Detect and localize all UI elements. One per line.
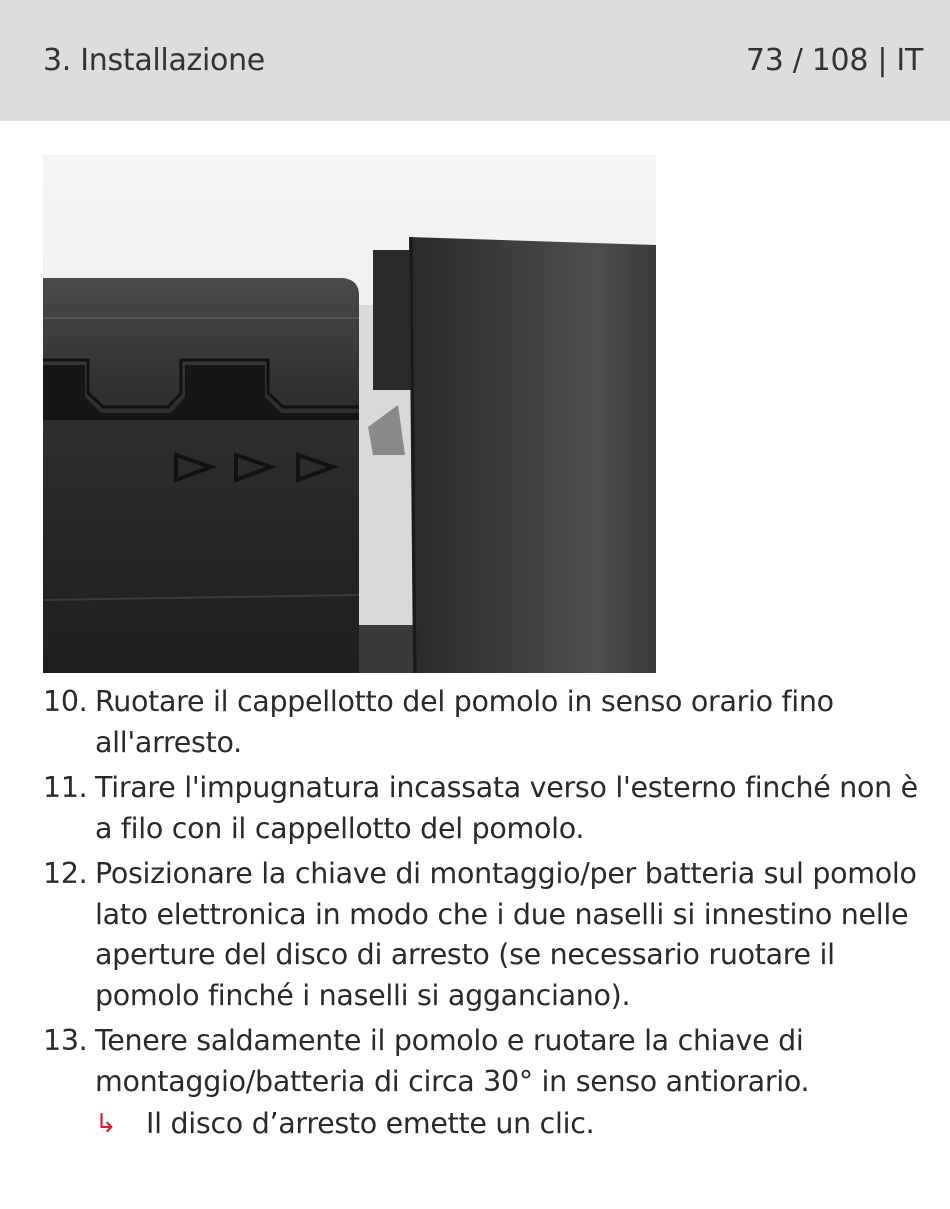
step-item bbox=[43, 768, 933, 849]
step-number: 10. bbox=[43, 685, 88, 718]
step-text: Ruotare il cappellotto del pomolo in senso orario fino all'arresto. bbox=[95, 685, 834, 759]
step-text: Tirare l'impugnatura incassata verso l'esterno finché non è a filo con il cappellotto del pomolo. bbox=[95, 771, 918, 845]
step-result bbox=[95, 1104, 594, 1144]
step-item bbox=[43, 1021, 933, 1102]
step-number: 13. bbox=[43, 1024, 88, 1057]
step-number: 12. bbox=[43, 857, 88, 890]
step-text: Posizionare la chiave di montaggio/per batteria sul pomolo lato elettronica in modo che i due naselli si innestino nelle aperture del disco di arresto (se necessario ruotare il pomolo finché i naselli si agganciano). bbox=[95, 857, 917, 1012]
page-number: 73 / 108 | IT bbox=[745, 43, 923, 78]
instruction-steps bbox=[43, 682, 933, 1107]
result-text: Il disco d’arresto emette un clic. bbox=[146, 1107, 595, 1140]
step-text: Tenere saldamente il pomolo e ruotare la chiave di montaggio/batteria di circa 30° in senso antiorario. bbox=[95, 1024, 810, 1098]
section-title: 3. Installazione bbox=[43, 43, 265, 78]
knob-cap-illustration bbox=[43, 155, 656, 673]
step-item bbox=[43, 854, 933, 1016]
step-item bbox=[43, 682, 933, 763]
product-photo bbox=[43, 155, 656, 673]
step-number: 11. bbox=[43, 771, 88, 804]
result-arrow-icon: ↳ bbox=[95, 1109, 117, 1139]
page-header bbox=[0, 0, 950, 121]
